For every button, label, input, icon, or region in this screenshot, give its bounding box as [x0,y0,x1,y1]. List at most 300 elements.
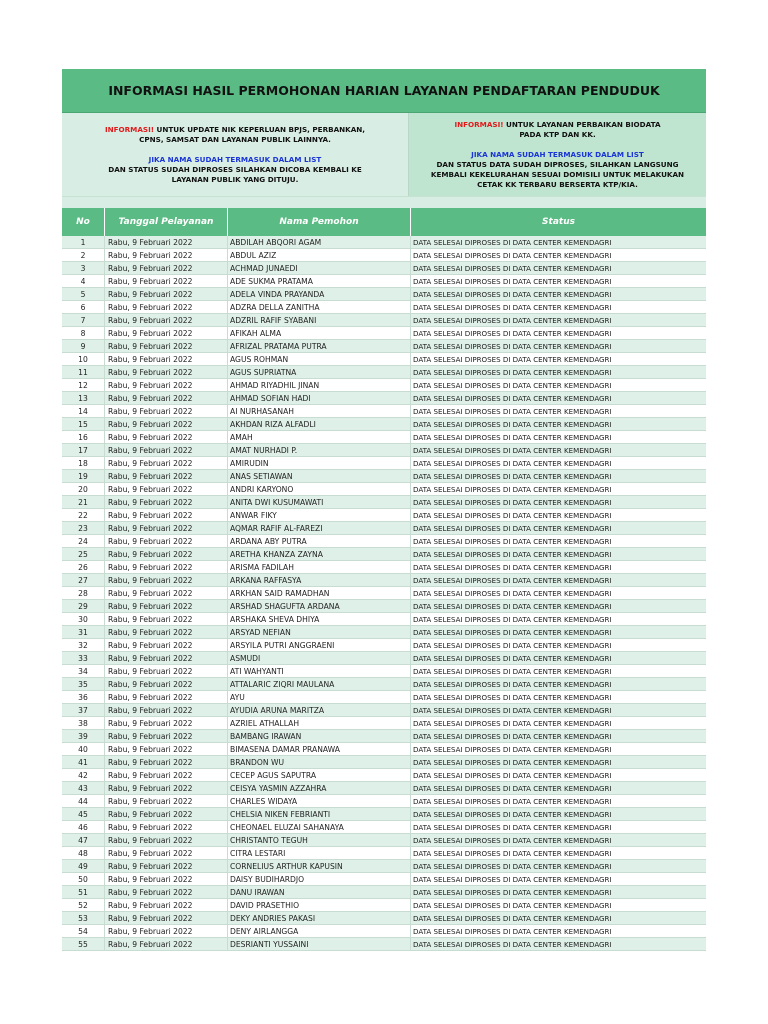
info-text: CETAK KK TERBARU BERSERTA KTP/KIA. [477,180,638,189]
cell-date: Rabu, 9 Februari 2022 [105,574,228,586]
table-row [62,665,706,678]
cell-no: 28 [62,587,105,599]
table-row [62,912,706,925]
info-text: PADA KTP DAN KK. [519,130,596,139]
cell-status: DATA SELESAI DIPROSES DI DATA CENTER KEMENDAGRI [413,940,612,949]
cell-status: DATA SELESAI DIPROSES DI DATA CENTER KEMENDAGRI [413,238,612,247]
table-row [62,808,706,821]
cell-name: AMAH [228,431,411,443]
cell-no: 38 [62,717,105,729]
cell-name: AGUS ROHMAN [228,353,411,365]
table-row [62,587,706,600]
table-row [62,860,706,873]
cell-status: DATA SELESAI DIPROSES DI DATA CENTER KEMENDAGRI [413,693,612,702]
cell-name: ANITA DWI KUSUMAWATI [228,496,411,508]
cell-date: Rabu, 9 Februari 2022 [105,626,228,638]
cell-status: DATA SELESAI DIPROSES DI DATA CENTER KEMENDAGRI [413,914,612,923]
cell-status: DATA SELESAI DIPROSES DI DATA CENTER KEMENDAGRI [413,446,612,455]
table-row [62,743,706,756]
cell-date: Rabu, 9 Februari 2022 [105,275,228,287]
cell-name: CHARLES WIDAYA [228,795,411,807]
cell-no: 54 [62,925,105,937]
table-row [62,873,706,886]
cell-no: 15 [62,418,105,430]
cell-status: DATA SELESAI DIPROSES DI DATA CENTER KEMENDAGRI [413,576,612,585]
cell-name: ARSHAKA SHEVA DHIYA [228,613,411,625]
cell-date: Rabu, 9 Februari 2022 [105,756,228,768]
cell-status: DATA SELESAI DIPROSES DI DATA CENTER KEMENDAGRI [413,511,612,520]
cell-no: 19 [62,470,105,482]
cell-date: Rabu, 9 Februari 2022 [105,860,228,872]
info-text: LAYANAN PUBLIK YANG DITUJU. [171,175,299,184]
cell-name: BAMBANG IRAWAN [228,730,411,742]
cell-status: DATA SELESAI DIPROSES DI DATA CENTER KEMENDAGRI [413,706,612,715]
table-row [62,366,706,379]
cell-status: DATA SELESAI DIPROSES DI DATA CENTER KEMENDAGRI [413,459,612,468]
cell-status: DATA SELESAI DIPROSES DI DATA CENTER KEMENDAGRI [413,875,612,884]
cell-name: ARDANA ABY PUTRA [228,535,411,547]
cell-name: AHMAD SOFIAN HADI [228,392,411,404]
cell-date: Rabu, 9 Februari 2022 [105,899,228,911]
cell-date: Rabu, 9 Februari 2022 [105,795,228,807]
cell-name: AGUS SUPRIATNA [228,366,411,378]
info-label: INFORMASI! [454,120,504,129]
page-title: INFORMASI HASIL PERMOHONAN HARIAN LAYANAN PENDAFTARAN PENDUDUK [62,69,706,113]
cell-name: CHELSIA NIKEN FEBRIANTI [228,808,411,820]
table-row [62,535,706,548]
cell-name: ABDILAH ABQORI AGAM [228,236,411,248]
cell-name: CORNELIUS ARTHUR KAPUSIN [228,860,411,872]
info-text: DAN STATUS SUDAH DIPROSES SILAHKAN DICOBA KEMBALI KE [108,165,362,174]
cell-no: 13 [62,392,105,404]
cell-date: Rabu, 9 Februari 2022 [105,496,228,508]
cell-date: Rabu, 9 Februari 2022 [105,249,228,261]
cell-no: 50 [62,873,105,885]
cell-status: DATA SELESAI DIPROSES DI DATA CENTER KEMENDAGRI [413,602,612,611]
table-row [62,444,706,457]
cell-no: 20 [62,483,105,495]
cell-date: Rabu, 9 Februari 2022 [105,782,228,794]
table-row [62,899,706,912]
cell-status: DATA SELESAI DIPROSES DI DATA CENTER KEMENDAGRI [413,732,612,741]
cell-no: 39 [62,730,105,742]
cell-no: 32 [62,639,105,651]
cell-status: DATA SELESAI DIPROSES DI DATA CENTER KEMENDAGRI [413,771,612,780]
cell-status: DATA SELESAI DIPROSES DI DATA CENTER KEMENDAGRI [413,719,612,728]
cell-status: DATA SELESAI DIPROSES DI DATA CENTER KEMENDAGRI [413,485,612,494]
table-row [62,821,706,834]
cell-name: AZRIEL ATHALLAH [228,717,411,729]
table-row [62,470,706,483]
cell-date: Rabu, 9 Februari 2022 [105,522,228,534]
table-row [62,704,706,717]
table-row [62,626,706,639]
cell-status: DATA SELESAI DIPROSES DI DATA CENTER KEMENDAGRI [413,550,612,559]
cell-status: DATA SELESAI DIPROSES DI DATA CENTER KEMENDAGRI [413,420,612,429]
table-row [62,418,706,431]
cell-no: 1 [62,236,105,248]
cell-date: Rabu, 9 Februari 2022 [105,743,228,755]
cell-date: Rabu, 9 Februari 2022 [105,613,228,625]
cell-status: DATA SELESAI DIPROSES DI DATA CENTER KEMENDAGRI [413,472,612,481]
cell-date: Rabu, 9 Februari 2022 [105,262,228,274]
table-row [62,522,706,535]
info-section [62,113,706,196]
table-row [62,548,706,561]
cell-date: Rabu, 9 Februari 2022 [105,444,228,456]
column-header-date: Tanggal Pelayanan [105,208,228,236]
info-highlight: JIKA NAMA SUDAH TERMASUK DALAM LIST [148,155,322,164]
table-row [62,327,706,340]
cell-date: Rabu, 9 Februari 2022 [105,535,228,547]
cell-date: Rabu, 9 Februari 2022 [105,886,228,898]
cell-no: 27 [62,574,105,586]
table-row [62,639,706,652]
cell-status: DATA SELESAI DIPROSES DI DATA CENTER KEMENDAGRI [413,641,612,650]
table-row [62,652,706,665]
table-row [62,249,706,262]
cell-no: 6 [62,301,105,313]
cell-name: ARSHAD SHAGUFTA ARDANA [228,600,411,612]
cell-no: 30 [62,613,105,625]
cell-name: BRANDON WU [228,756,411,768]
cell-date: Rabu, 9 Februari 2022 [105,938,228,950]
cell-no: 43 [62,782,105,794]
cell-no: 45 [62,808,105,820]
cell-date: Rabu, 9 Februari 2022 [105,652,228,664]
cell-name: DANU IRAWAN [228,886,411,898]
cell-no: 22 [62,509,105,521]
cell-date: Rabu, 9 Februari 2022 [105,639,228,651]
info-box-right [409,113,706,196]
cell-name: AMAT NURHADI P. [228,444,411,456]
cell-name: BIMASENA DAMAR PRANAWA [228,743,411,755]
cell-name: ANDRI KARYONO [228,483,411,495]
cell-date: Rabu, 9 Februari 2022 [105,236,228,248]
cell-name: CITRA LESTARI [228,847,411,859]
cell-no: 37 [62,704,105,716]
document-sheet [62,69,706,951]
cell-date: Rabu, 9 Februari 2022 [105,561,228,573]
cell-name: ANWAR FIKY [228,509,411,521]
cell-status: DATA SELESAI DIPROSES DI DATA CENTER KEMENDAGRI [413,862,612,871]
table-row [62,795,706,808]
cell-no: 18 [62,457,105,469]
cell-no: 33 [62,652,105,664]
cell-name: AFRIZAL PRATAMA PUTRA [228,340,411,352]
cell-date: Rabu, 9 Februari 2022 [105,405,228,417]
cell-date: Rabu, 9 Februari 2022 [105,847,228,859]
cell-date: Rabu, 9 Februari 2022 [105,431,228,443]
table-row [62,717,706,730]
table-row [62,236,706,249]
cell-status: DATA SELESAI DIPROSES DI DATA CENTER KEMENDAGRI [413,745,612,754]
cell-name: AHMAD RIYADHIL JINAN [228,379,411,391]
cell-status: DATA SELESAI DIPROSES DI DATA CENTER KEMENDAGRI [413,290,612,299]
table-row [62,431,706,444]
table-row [62,483,706,496]
table-row [62,938,706,951]
cell-name: AFIKAH ALMA [228,327,411,339]
cell-status: DATA SELESAI DIPROSES DI DATA CENTER KEMENDAGRI [413,680,612,689]
cell-date: Rabu, 9 Februari 2022 [105,301,228,313]
cell-no: 31 [62,626,105,638]
cell-date: Rabu, 9 Februari 2022 [105,327,228,339]
cell-name: ADE SUKMA PRATAMA [228,275,411,287]
cell-status: DATA SELESAI DIPROSES DI DATA CENTER KEMENDAGRI [413,667,612,676]
cell-name: ARSYILA PUTRI ANGGRAENI [228,639,411,651]
cell-status: DATA SELESAI DIPROSES DI DATA CENTER KEMENDAGRI [413,537,612,546]
table-row [62,392,706,405]
cell-no: 10 [62,353,105,365]
info-text: KEMBALI KEKELURAHAN SESUAI DOMISILI UNTUK MELAKUKAN [430,170,685,179]
info-text: DAN STATUS DATA SUDAH DIPROSES, SILAHKAN LANGSUNG [436,160,679,169]
cell-no: 12 [62,379,105,391]
table-row [62,288,706,301]
cell-status: DATA SELESAI DIPROSES DI DATA CENTER KEMENDAGRI [413,927,612,936]
cell-no: 36 [62,691,105,703]
cell-date: Rabu, 9 Februari 2022 [105,691,228,703]
cell-date: Rabu, 9 Februari 2022 [105,912,228,924]
table-row [62,496,706,509]
table-row [62,275,706,288]
cell-date: Rabu, 9 Februari 2022 [105,717,228,729]
cell-no: 49 [62,860,105,872]
cell-date: Rabu, 9 Februari 2022 [105,704,228,716]
table-row [62,756,706,769]
cell-date: Rabu, 9 Februari 2022 [105,340,228,352]
cell-status: DATA SELESAI DIPROSES DI DATA CENTER KEMENDAGRI [413,849,612,858]
cell-name: CECEP AGUS SAPUTRA [228,769,411,781]
table-row [62,925,706,938]
cell-name: ARKHAN SAID RAMADHAN [228,587,411,599]
cell-status: DATA SELESAI DIPROSES DI DATA CENTER KEMENDAGRI [413,394,612,403]
cell-name: AYUDIA ARUNA MARITZA [228,704,411,716]
column-header-name: Nama Pemohon [228,208,411,236]
info-text: UNTUK LAYANAN PERBAIKAN BIODATA [503,120,661,129]
table-row [62,561,706,574]
cell-no: 35 [62,678,105,690]
cell-date: Rabu, 9 Februari 2022 [105,678,228,690]
cell-status: DATA SELESAI DIPROSES DI DATA CENTER KEMENDAGRI [413,381,612,390]
cell-date: Rabu, 9 Februari 2022 [105,509,228,521]
cell-date: Rabu, 9 Februari 2022 [105,314,228,326]
table-row [62,574,706,587]
table-row [62,886,706,899]
info-box-left [62,113,409,196]
cell-no: 3 [62,262,105,274]
table-row [62,678,706,691]
cell-date: Rabu, 9 Februari 2022 [105,600,228,612]
cell-no: 2 [62,249,105,261]
cell-status: DATA SELESAI DIPROSES DI DATA CENTER KEMENDAGRI [413,563,612,572]
cell-no: 55 [62,938,105,950]
cell-no: 34 [62,665,105,677]
cell-status: DATA SELESAI DIPROSES DI DATA CENTER KEMENDAGRI [413,407,612,416]
cell-name: ATI WAHYANTI [228,665,411,677]
cell-no: 24 [62,535,105,547]
table-row [62,379,706,392]
cell-date: Rabu, 9 Februari 2022 [105,470,228,482]
cell-name: DAVID PRASETHIO [228,899,411,911]
cell-name: ARISMA FADILAH [228,561,411,573]
cell-no: 42 [62,769,105,781]
cell-no: 11 [62,366,105,378]
cell-date: Rabu, 9 Februari 2022 [105,730,228,742]
cell-name: ARSYAD NEFIAN [228,626,411,638]
cell-name: ANAS SETIAWAN [228,470,411,482]
cell-date: Rabu, 9 Februari 2022 [105,665,228,677]
cell-date: Rabu, 9 Februari 2022 [105,925,228,937]
cell-date: Rabu, 9 Februari 2022 [105,808,228,820]
cell-no: 41 [62,756,105,768]
column-header-status: Status [542,217,575,227]
cell-status: DATA SELESAI DIPROSES DI DATA CENTER KEMENDAGRI [413,810,612,819]
cell-status: DATA SELESAI DIPROSES DI DATA CENTER KEMENDAGRI [413,524,612,533]
cell-no: 26 [62,561,105,573]
cell-status: DATA SELESAI DIPROSES DI DATA CENTER KEMENDAGRI [413,628,612,637]
cell-date: Rabu, 9 Februari 2022 [105,353,228,365]
cell-name: ARETHA KHANZA ZAYNA [228,548,411,560]
cell-status: DATA SELESAI DIPROSES DI DATA CENTER KEMENDAGRI [413,316,612,325]
cell-name: ATTALARIC ZIQRI MAULANA [228,678,411,690]
cell-no: 17 [62,444,105,456]
cell-no: 23 [62,522,105,534]
cell-status: DATA SELESAI DIPROSES DI DATA CENTER KEMENDAGRI [413,758,612,767]
table-row [62,340,706,353]
cell-status: DATA SELESAI DIPROSES DI DATA CENTER KEMENDAGRI [413,888,612,897]
cell-date: Rabu, 9 Februari 2022 [105,834,228,846]
cell-status: DATA SELESAI DIPROSES DI DATA CENTER KEMENDAGRI [413,368,612,377]
cell-date: Rabu, 9 Februari 2022 [105,457,228,469]
table-row [62,405,706,418]
cell-name: ABDUL AZIZ [228,249,411,261]
table-row [62,314,706,327]
cell-date: Rabu, 9 Februari 2022 [105,366,228,378]
cell-name: DAISY BUDIHARDJO [228,873,411,885]
table-row [62,769,706,782]
info-text: UNTUK UPDATE NIK KEPERLUAN BPJS, PERBANKAN, [154,125,366,134]
cell-no: 4 [62,275,105,287]
cell-no: 9 [62,340,105,352]
cell-date: Rabu, 9 Februari 2022 [105,483,228,495]
table-header [62,208,706,236]
cell-name: AMIRUDIN [228,457,411,469]
cell-name: ADZRA DELLA ZANITHA [228,301,411,313]
cell-status: DATA SELESAI DIPROSES DI DATA CENTER KEMENDAGRI [413,836,612,845]
cell-no: 46 [62,821,105,833]
cell-date: Rabu, 9 Februari 2022 [105,288,228,300]
cell-name: ADELA VINDA PRAYANDA [228,288,411,300]
cell-name: AQMAR RAFIF AL-FAREZI [228,522,411,534]
cell-status: DATA SELESAI DIPROSES DI DATA CENTER KEMENDAGRI [413,251,612,260]
cell-status: DATA SELESAI DIPROSES DI DATA CENTER KEMENDAGRI [413,615,612,624]
cell-no: 53 [62,912,105,924]
cell-name: AI NURHASANAH [228,405,411,417]
cell-status: DATA SELESAI DIPROSES DI DATA CENTER KEMENDAGRI [413,277,612,286]
cell-no: 51 [62,886,105,898]
cell-name: DEKY ANDRIES PAKASI [228,912,411,924]
cell-date: Rabu, 9 Februari 2022 [105,379,228,391]
cell-status: DATA SELESAI DIPROSES DI DATA CENTER KEMENDAGRI [413,823,612,832]
cell-name: CEISYA YASMIN AZZAHRA [228,782,411,794]
cell-status: DATA SELESAI DIPROSES DI DATA CENTER KEMENDAGRI [413,901,612,910]
column-header-no: No [62,208,105,236]
cell-name: ADZRIL RAFIF SYABANI [228,314,411,326]
table-row [62,847,706,860]
table-body [62,236,706,951]
cell-status: DATA SELESAI DIPROSES DI DATA CENTER KEMENDAGRI [413,433,612,442]
cell-name: DENY AIRLANGGA [228,925,411,937]
cell-status: DATA SELESAI DIPROSES DI DATA CENTER KEMENDAGRI [413,303,612,312]
cell-status: DATA SELESAI DIPROSES DI DATA CENTER KEMENDAGRI [413,784,612,793]
cell-date: Rabu, 9 Februari 2022 [105,769,228,781]
table-row [62,782,706,795]
cell-status: DATA SELESAI DIPROSES DI DATA CENTER KEMENDAGRI [413,355,612,364]
cell-no: 47 [62,834,105,846]
cell-date: Rabu, 9 Februari 2022 [105,392,228,404]
table-row [62,600,706,613]
table-row [62,301,706,314]
table-row [62,457,706,470]
table-row [62,691,706,704]
cell-date: Rabu, 9 Februari 2022 [105,587,228,599]
info-highlight: JIKA NAMA SUDAH TERMASUK DALAM LIST [471,150,644,159]
cell-status: DATA SELESAI DIPROSES DI DATA CENTER KEMENDAGRI [413,797,612,806]
cell-name: ARKANA RAFFASYA [228,574,411,586]
cell-no: 21 [62,496,105,508]
cell-name: ACHMAD JUNAEDI [228,262,411,274]
cell-no: 40 [62,743,105,755]
cell-status: DATA SELESAI DIPROSES DI DATA CENTER KEMENDAGRI [413,498,612,507]
cell-date: Rabu, 9 Februari 2022 [105,418,228,430]
info-text: CPNS, SAMSAT DAN LAYANAN PUBLIK LAINNYA. [139,135,331,144]
cell-name: AYU [228,691,411,703]
cell-status: DATA SELESAI DIPROSES DI DATA CENTER KEMENDAGRI [413,329,612,338]
cell-name: CHEONAEL ELUZAI SAHANAYA [228,821,411,833]
cell-status: DATA SELESAI DIPROSES DI DATA CENTER KEMENDAGRI [413,589,612,598]
cell-name: DESRIANTI YUSSAINI [228,938,411,950]
cell-no: 29 [62,600,105,612]
cell-no: 7 [62,314,105,326]
cell-date: Rabu, 9 Februari 2022 [105,821,228,833]
table-row [62,353,706,366]
table-row [62,509,706,522]
cell-no: 52 [62,899,105,911]
cell-no: 16 [62,431,105,443]
cell-no: 14 [62,405,105,417]
cell-no: 5 [62,288,105,300]
cell-date: Rabu, 9 Februari 2022 [105,873,228,885]
cell-no: 25 [62,548,105,560]
cell-status: DATA SELESAI DIPROSES DI DATA CENTER KEMENDAGRI [413,264,612,273]
spacer-row [62,196,706,208]
cell-date: Rabu, 9 Februari 2022 [105,548,228,560]
cell-no: 48 [62,847,105,859]
table-row [62,834,706,847]
table-row [62,262,706,275]
cell-no: 44 [62,795,105,807]
cell-name: AKHDAN RIZA ALFADLI [228,418,411,430]
cell-status: DATA SELESAI DIPROSES DI DATA CENTER KEMENDAGRI [413,342,612,351]
cell-status: DATA SELESAI DIPROSES DI DATA CENTER KEMENDAGRI [413,654,612,663]
table-row [62,613,706,626]
cell-no: 8 [62,327,105,339]
table-row [62,730,706,743]
cell-name: ASMUDI [228,652,411,664]
info-label: INFORMASI! [104,125,155,134]
cell-name: CHRISTANTO TEGUH [228,834,411,846]
